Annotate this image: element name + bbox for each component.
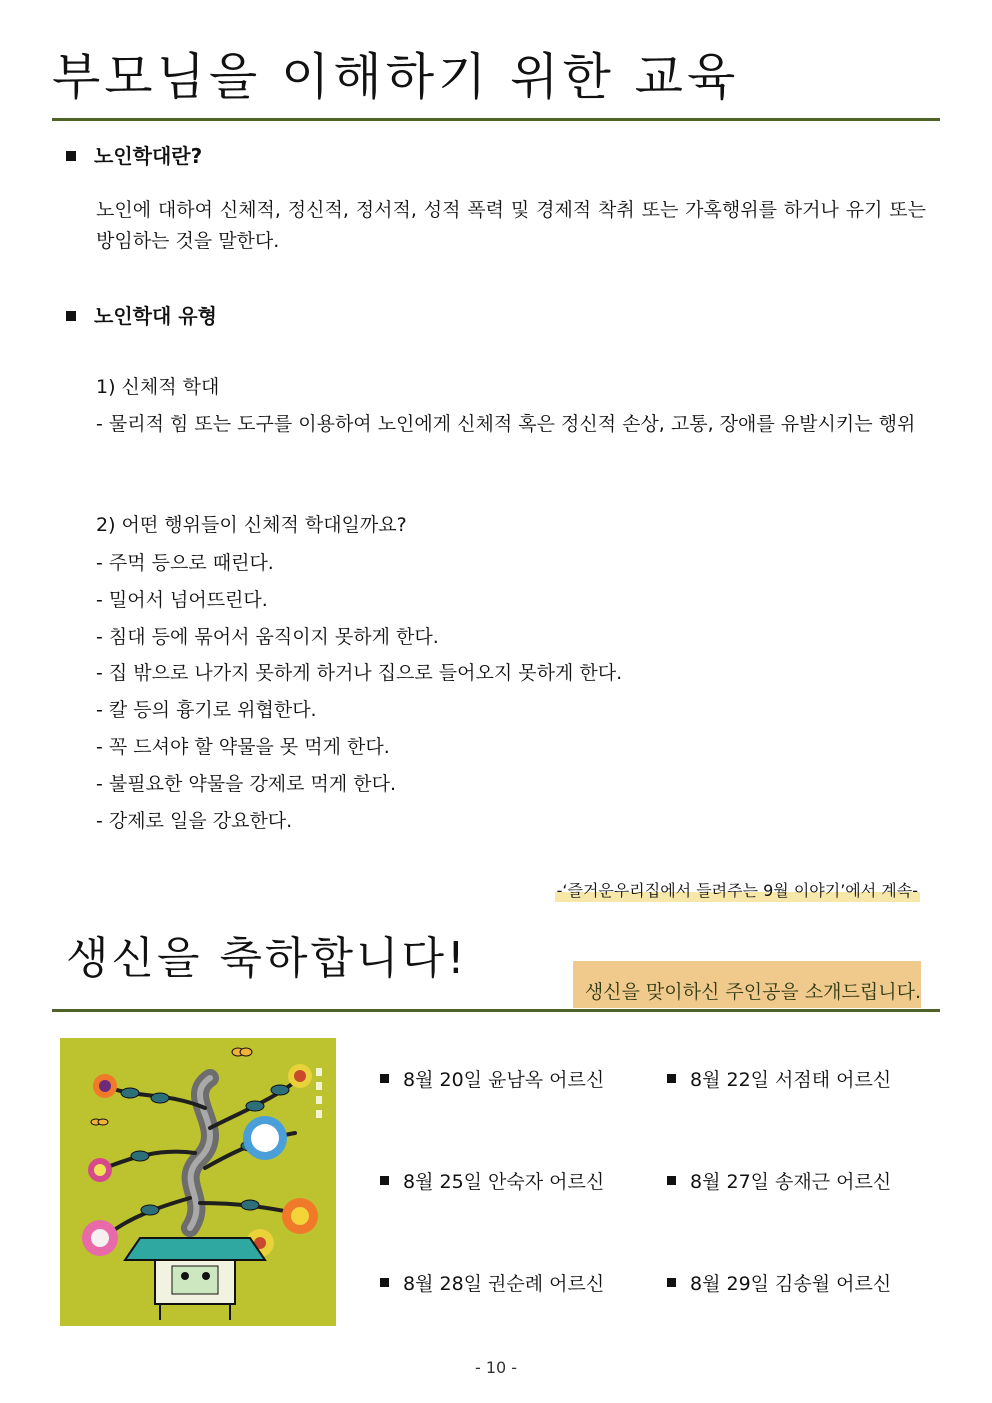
- birthday-person: [667, 1169, 891, 1195]
- birthday-intro-box: [573, 961, 921, 1008]
- birthday-person: [380, 1067, 604, 1093]
- physical-abuse-definition: - 물리적 힘 또는 도구를 이용하여 노인에게 신체적 혹은 정신적 손상, 고통, 장애를 유발시키는 행위: [96, 413, 916, 435]
- section-heading-types: [66, 302, 217, 330]
- bullet-square-icon: [380, 1074, 389, 1083]
- list-item: - 침대 등에 묶어서 움직이지 못하게 한다.: [96, 625, 439, 648]
- birthday-person-text: 8월 22일 서점태 어르신: [690, 1069, 892, 1091]
- birthday-person: [380, 1271, 604, 1297]
- section-heading-text: 노인학대 유형: [94, 304, 217, 328]
- source-note: -‘즐거운우리집에서 들려주는 9월 이야기’에서 계속-: [556, 881, 918, 900]
- list-item: - 강제로 일을 강요한다.: [96, 809, 293, 832]
- birthday-divider: [52, 1009, 940, 1012]
- section-heading-text: 노인학대란?: [94, 144, 203, 168]
- section-heading-definition: [66, 142, 202, 170]
- birthday-title: 생신을 축하합니다!: [66, 933, 468, 984]
- birthday-person-text: 8월 28일 권순례 어르신: [403, 1273, 605, 1295]
- bullet-square-icon: [380, 1176, 389, 1185]
- subsection-title-examples: 2) 어떤 행위들이 신체적 학대일까요?: [96, 514, 407, 536]
- bullet-square-icon: [667, 1074, 676, 1083]
- list-item: - 칼 등의 흉기로 위협한다.: [96, 699, 317, 722]
- page-title: 부모님을 이해하기 위한 교육: [52, 48, 740, 106]
- birthday-person: [380, 1169, 604, 1195]
- list-item: - 꼭 드셔야 할 약물을 못 먹게 한다.: [96, 735, 390, 758]
- birthday-artwork: [60, 1038, 336, 1326]
- definition-paragraph: 노인에 대하여 신체적, 정신적, 정서적, 성적 폭력 및 경제적 착취 또는 가혹행위를 하거나 유기 또는 방임하는 것을 말한다.: [96, 199, 926, 252]
- page-number: - 10 -: [474, 1358, 518, 1377]
- list-item: - 주먹 등으로 때린다.: [96, 552, 274, 574]
- bullet-square-icon: [66, 151, 76, 161]
- flower-tree-illustration: [60, 1038, 336, 1326]
- birthday-person-text: 8월 27일 송재근 어르신: [690, 1171, 892, 1193]
- list-item: - 집 밖으로 나가지 못하게 하거나 집으로 들어오지 못하게 한다.: [96, 662, 623, 685]
- birthday-person-text: 8월 25일 안숙자 어르신: [403, 1171, 605, 1193]
- birthday-person: [667, 1271, 891, 1297]
- list-item: - 밀어서 넘어뜨린다.: [96, 588, 268, 611]
- birthday-intro-text: 생신을 맞이하신 주인공을 소개드립니다.: [584, 981, 921, 1003]
- examples-list: [96, 548, 926, 842]
- bullet-square-icon: [667, 1278, 676, 1287]
- title-divider: [52, 118, 940, 121]
- birthday-person-text: 8월 20일 윤남옥 어르신: [403, 1069, 605, 1091]
- birthday-person-text: 8월 29일 김송월 어르신: [690, 1273, 892, 1295]
- bullet-square-icon: [66, 311, 76, 321]
- subsection-title-physical: 1) 신체적 학대: [96, 376, 220, 398]
- birthday-person: [667, 1067, 891, 1093]
- bullet-square-icon: [667, 1176, 676, 1185]
- list-item: - 불필요한 약물을 강제로 먹게 한다.: [96, 772, 397, 795]
- bullet-square-icon: [380, 1278, 389, 1287]
